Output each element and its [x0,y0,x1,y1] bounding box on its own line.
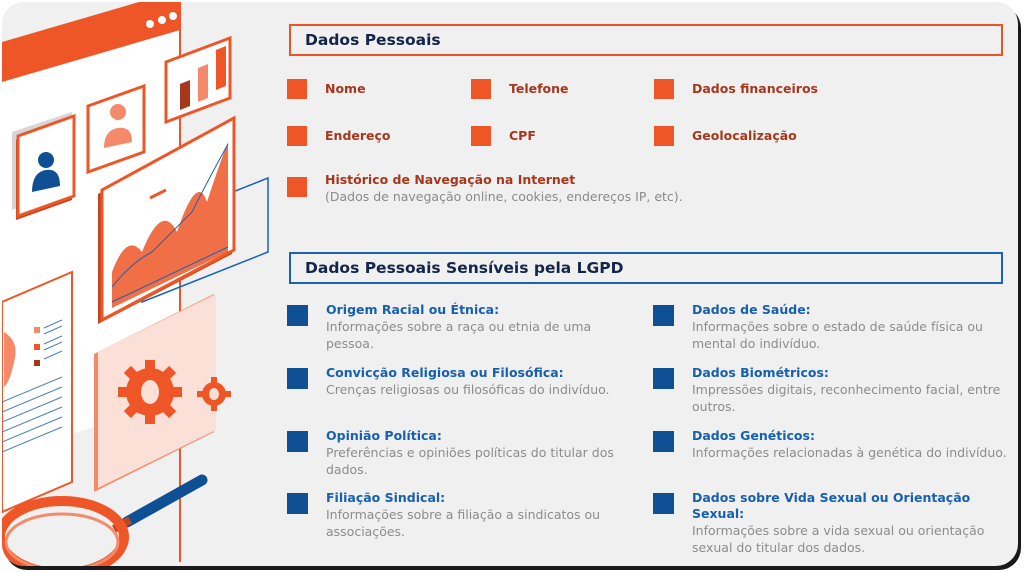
sensitive-item-origem-racial [287,302,642,352]
sensitive-item-dados-saude [653,302,1008,352]
blue-square-bullet-icon [653,431,674,452]
personal-data-title: Dados Pessoais [305,31,441,49]
sensitive-item-filiacao-sindical [287,490,642,540]
personal-data-item-telefone [471,79,569,99]
orange-square-bullet-icon [471,126,491,146]
item-label: Dados financeiros [692,81,819,96]
blue-square-bullet-icon [653,368,674,389]
illustration [2,2,282,566]
sensitive-item-conviccao-religiosa [287,365,642,398]
sensitive-item-dados-biometricos [653,365,1008,415]
item-label: CPF [509,128,536,143]
item-label: Telefone [509,81,569,96]
orange-square-bullet-icon [287,126,307,146]
document-icon [2,272,72,512]
orange-square-bullet-icon [654,79,674,99]
item-label: Nome [325,81,366,96]
orange-square-bullet-icon [471,79,491,99]
item-title: Filiação Sindical: [326,490,446,505]
item-description: Impressões digitais, reconhecimento facial, entre outros. [692,382,1001,414]
personal-data-header [289,24,1003,56]
blue-square-bullet-icon [287,493,308,514]
item-title: Convicção Religiosa ou Filosófica: [326,365,564,380]
item-title: Dados Biométricos: [692,365,829,380]
item-label: Geolocalização [692,128,797,143]
personal-data-item-nome [287,79,366,99]
item-label: Endereço [325,128,391,143]
personal-data-item-geolocalizacao [654,126,797,146]
item-description: Informações sobre a filiação a sindicatos ou associações. [326,507,601,539]
item-title: Dados Genéticos: [692,428,815,443]
personal-data-item-cpf [471,126,536,146]
sensitive-data-header [289,252,1003,284]
item-description: Informações relacionadas à genética do indivíduo. [692,445,1007,460]
item-title: Dados sobre Vida Sexual ou Orientação Sexual: [692,490,971,521]
sensitive-item-opiniao-politica [287,428,642,478]
personal-data-item-dados-financeiros [654,79,818,99]
orange-square-bullet-icon [287,79,307,99]
blue-square-bullet-icon [287,305,308,326]
item-description: Preferências e opiniões políticas do titular dos dados. [326,445,614,477]
blue-square-bullet-icon [287,368,308,389]
blue-square-bullet-icon [287,431,308,452]
infographic-card [2,2,1018,566]
sensitive-data-title: Dados Pessoais Sensíveis pela LGPD [305,259,624,277]
item-description: Crenças religiosas ou filosóficas do indivíduo. [326,382,610,397]
item-description: Informações sobre a vida sexual ou orientação sexual do titular dos dados. [692,523,985,555]
orange-square-bullet-icon [654,126,674,146]
orange-square-bullet-icon [287,177,307,197]
blue-square-bullet-icon [653,305,674,326]
sensitive-item-dados-geneticos [653,428,1008,461]
item-label: Histórico de Navegação na Internet [325,172,576,187]
sensitive-item-vida-sexual [653,490,1008,556]
item-description: (Dados de navegação online, cookies, endereços IP, etc). [325,189,683,204]
item-description: Informações sobre a raça ou etnia de uma pessoa. [326,319,592,351]
item-title: Dados de Saúde: [692,302,811,317]
item-description: Informações sobre o estado de saúde física ou mental do indivíduo. [692,319,983,351]
personal-data-item-endereco [287,126,391,146]
item-title: Origem Racial ou Étnica: [326,302,500,317]
personal-data-item-historico [287,172,683,205]
item-title: Opinião Política: [326,428,442,443]
blue-square-bullet-icon [653,493,674,514]
